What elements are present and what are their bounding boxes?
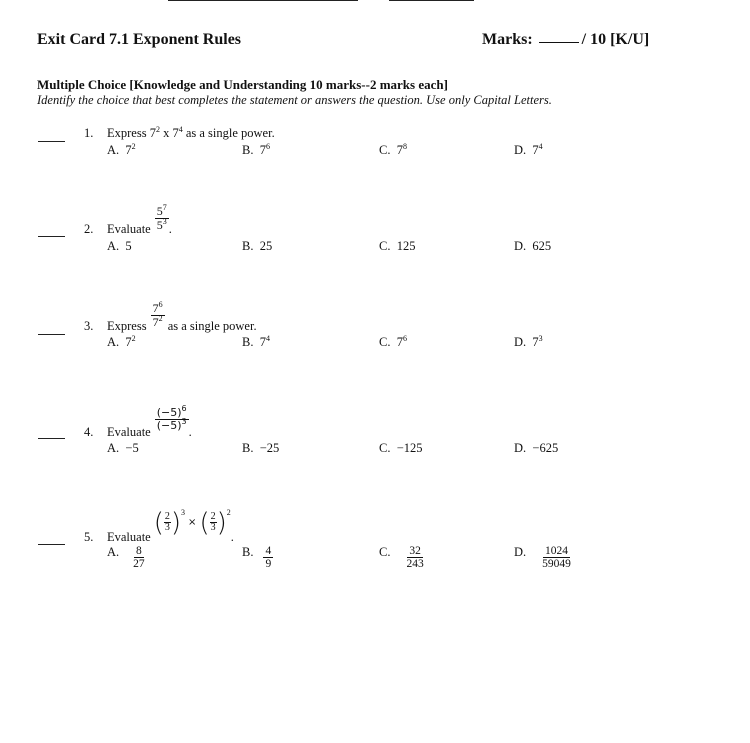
option-b: B. $\frac{4}{9}$ xyxy=(242,545,272,571)
option-b: B. 25 xyxy=(242,239,273,253)
option-a: A. $7^2$ xyxy=(107,142,136,157)
question-stem: Evaluate $\frac{5^7}{5^3}$ . xyxy=(107,203,172,236)
option-a: A. 5 xyxy=(107,239,132,253)
option-c: C. $7^6$ xyxy=(379,334,407,349)
top-line-right xyxy=(389,0,474,1)
top-line-left xyxy=(168,0,358,1)
option-c: C. $\frac{32}{243}$ xyxy=(379,545,424,571)
option-b: B. $7^6$ xyxy=(242,142,270,157)
answer-blank-3[interactable] xyxy=(38,334,65,335)
option-a: A. $\frac{8}{27}$ xyxy=(107,545,145,571)
question-number: 3. xyxy=(84,319,94,333)
option-b: B. −25 xyxy=(242,441,280,455)
answer-blank-1[interactable] xyxy=(38,141,65,142)
question-number: 4. xyxy=(84,425,94,439)
marks-label: Marks: xyxy=(482,31,533,48)
option-d: D. 625 xyxy=(514,239,552,253)
question-stem: Evaluate ( $\frac{2}{3}$ ) 3 × ( $\frac{2}{3}$ ) 2 . xyxy=(107,507,234,544)
marks-blank[interactable] xyxy=(539,41,579,43)
marks-total: / 10 [K/U] xyxy=(581,31,650,48)
page-title: Exit Card 7.1 Exponent Rules xyxy=(37,31,242,48)
question-number: 5. xyxy=(84,530,94,544)
option-c: C. −125 xyxy=(379,441,423,455)
option-d: D. −625 xyxy=(514,441,559,455)
option-a: A. −5 xyxy=(107,441,139,455)
option-c: C. $7^8$ xyxy=(379,142,407,157)
section-instructions: Identify the choice that best completes the statement or answers the question. Use only Capital Letters. xyxy=(37,93,552,107)
option-d: D. $7^3$ xyxy=(514,334,543,349)
option-c: C. 125 xyxy=(379,239,416,253)
question-number: 2. xyxy=(84,222,94,236)
option-d: D. $\frac{1024}{59049}$ xyxy=(514,545,571,571)
option-a: A. $7^2$ xyxy=(107,334,136,349)
marks-field xyxy=(482,31,649,49)
question-stem: Evaluate $\frac{(-5)^6}{(-5)^3}$ . xyxy=(107,403,192,439)
option-b: B. $7^4$ xyxy=(242,334,270,349)
answer-blank-4[interactable] xyxy=(38,438,65,439)
question-stem: Express $7^2$ x $7^4$ as a single power. xyxy=(107,125,275,140)
question-number: 1. xyxy=(84,126,94,140)
answer-blank-5[interactable] xyxy=(38,544,65,545)
option-d: D. $7^4$ xyxy=(514,142,543,157)
question-stem: Express $\frac{7^6}{7^2}$ as a single power. xyxy=(107,300,257,333)
answer-blank-2[interactable] xyxy=(38,236,65,237)
section-title: Multiple Choice [Knowledge and Understanding 10 marks--2 marks each] xyxy=(37,77,448,92)
